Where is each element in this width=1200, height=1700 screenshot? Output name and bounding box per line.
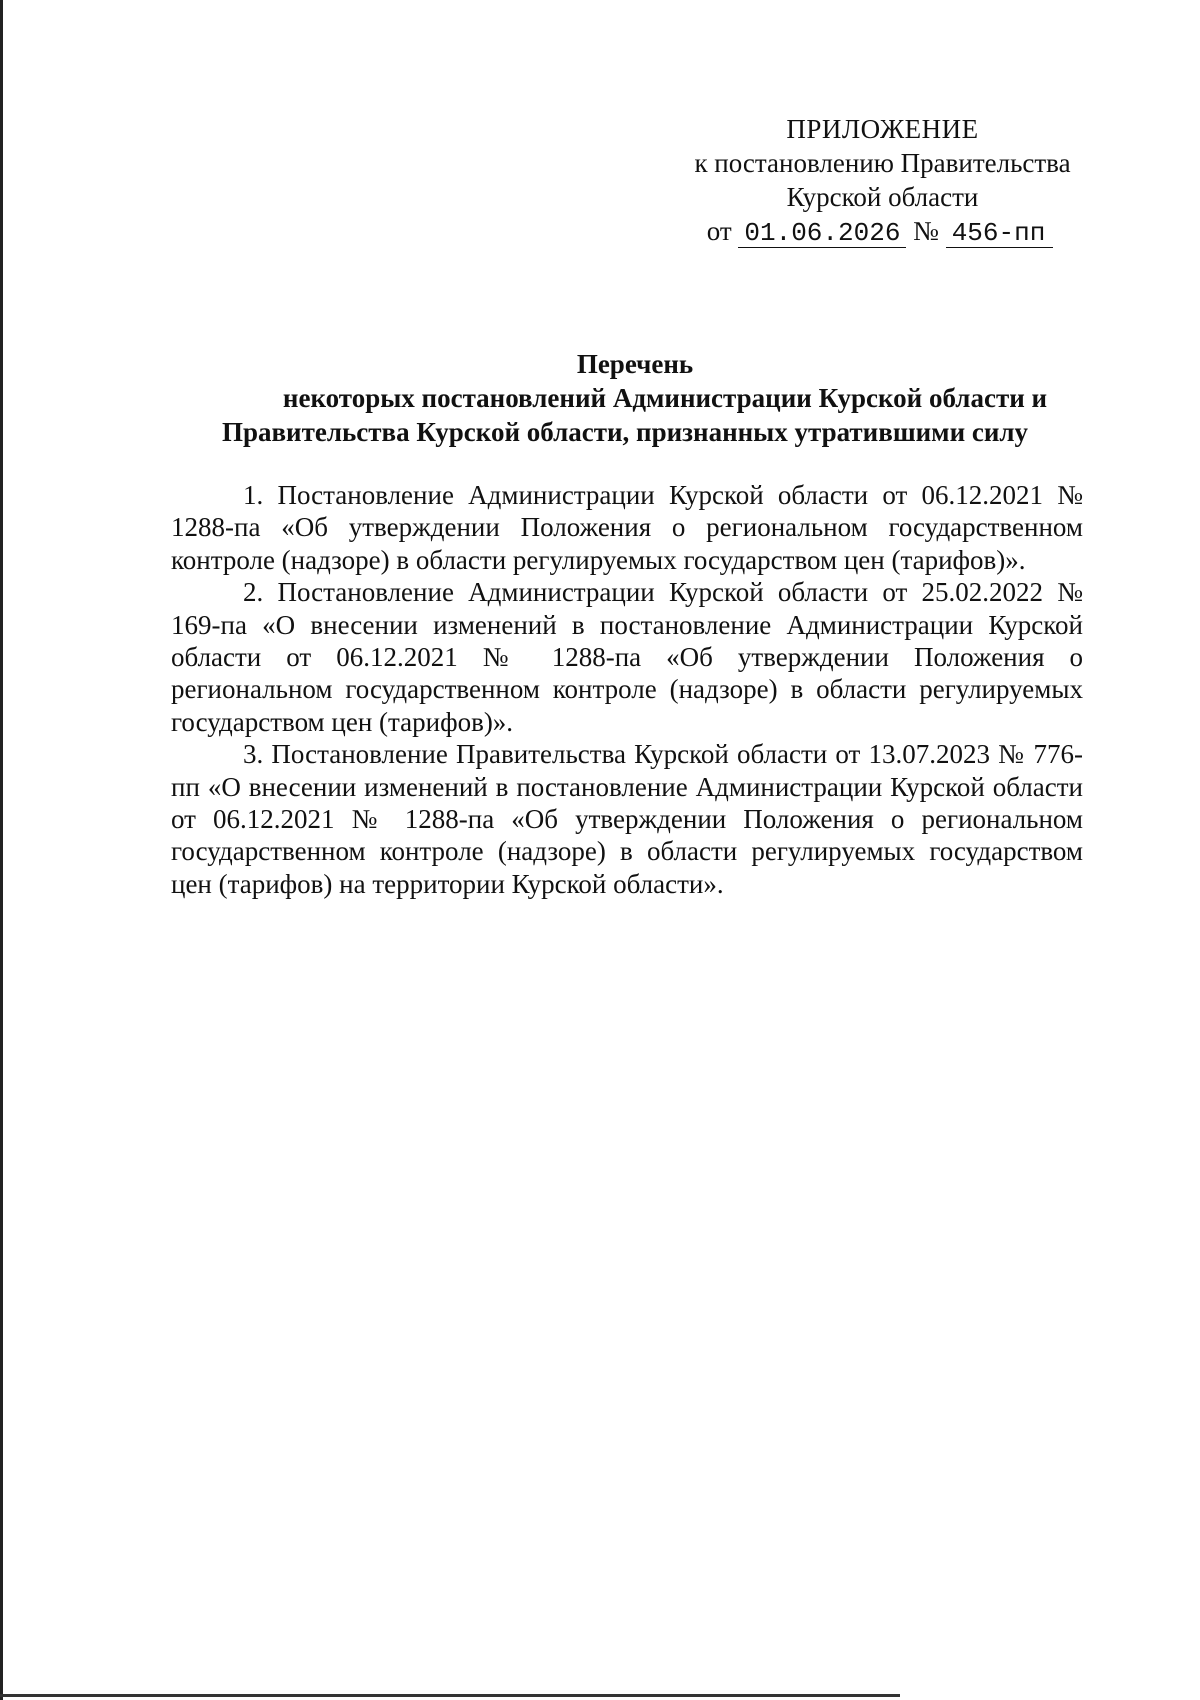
heading-subtitle-line-1: некоторых постановлений Администрации Курской области и (282, 383, 1048, 413)
list-item: 2. Постановление Администрации Курской области от 25.02.2022 № 169-па «О внесении изменений в постановление Администрации Курской области от 06.12.2021 № 1288-па «Об утверждении Положения о региональном государственном контроле (надзоре) в области регулируемых государством цен (тарифов)». (171, 577, 1083, 737)
list-item: 1. Постановление Администрации Курской области от 06.12.2021 № 1288-па «Об утверждении Положения о региональном государственном контроле (надзоре) в области регулируемых государством цен (тарифов)». (171, 480, 1083, 575)
number-sign: № (913, 216, 939, 246)
date-prefix: от (706, 216, 732, 246)
heading-title: Перечень (576, 349, 694, 379)
scan-edge-bottom (0, 1694, 900, 1697)
heading-subtitle-line-2: Правительства Курской области, признанных утратившими силу (221, 417, 1029, 447)
scan-edge-left (0, 0, 3, 1700)
resolution-number: 456-пп (946, 219, 1054, 248)
appendix-reference: к постановлению Правительства (694, 148, 1071, 178)
appendix-title: ПРИЛОЖЕНИЕ (786, 114, 979, 144)
resolution-date: 01.06.2026 (738, 219, 906, 248)
appendix-region: Курской области (786, 182, 979, 212)
resolution-date-line (640, 214, 1085, 248)
appendix-block (640, 112, 1085, 248)
document-body (171, 479, 1083, 900)
list-item: 3. Постановление Правительства Курской области от 13.07.2023 № 776-пп «О внесении изменений в постановление Администрации Курской области от 06.12.2021 № 1288-па «Об утверждении Положения о региональном государственном контроле (надзоре) в области регулируемых государством цен (тарифов) на территории Курской области». (171, 739, 1083, 899)
document-heading (160, 347, 1090, 449)
